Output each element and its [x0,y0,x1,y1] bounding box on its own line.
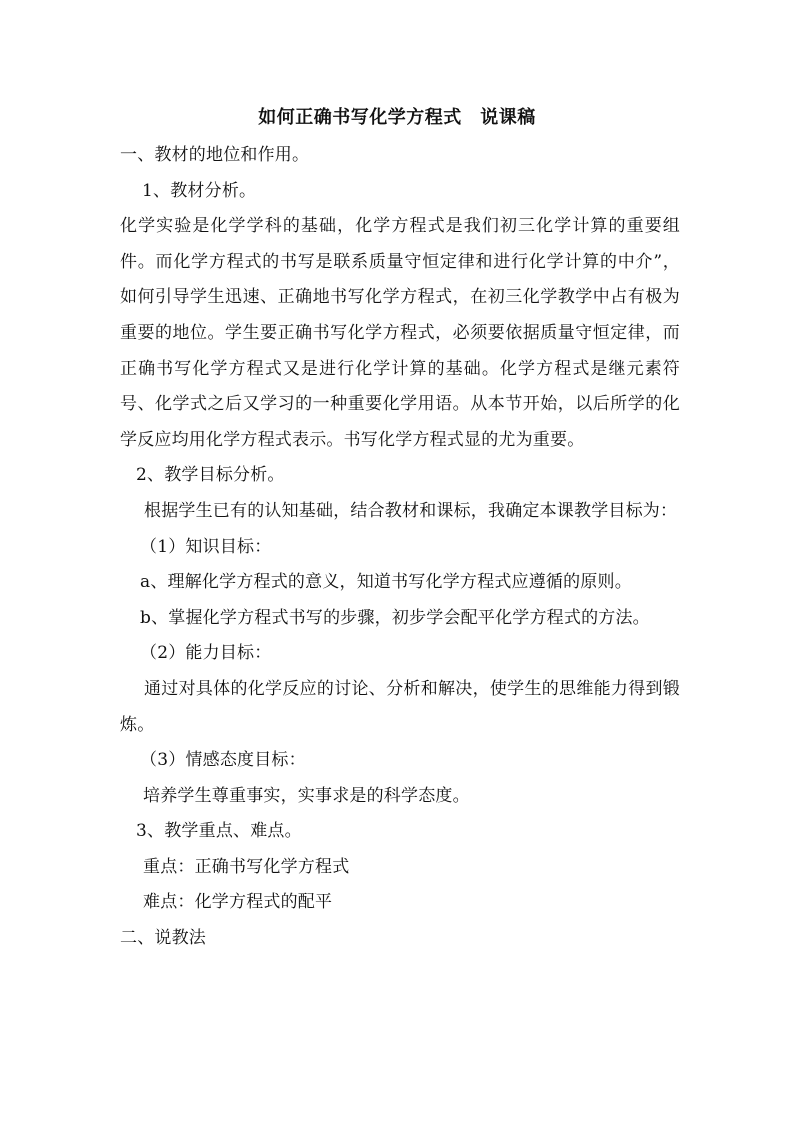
section-2-heading: 二、说教法 [120,928,206,949]
subsection-1-2-heading: 2、教学目标分析。 [136,465,285,486]
ability-goal-paragraph: 通过对具体的化学反应的讨论、分析和解决，使学生的思维能力得到锻炼。 [120,678,680,735]
knowledge-goal-b: b、掌握化学方程式书写的步骤，初步学会配平化学方程式的方法。 [140,607,650,628]
textbook-analysis-paragraph: 化学实验是化学学科的基础，化学方程式是我们初三化学计算的重要组件。而化学方程式的书写是联系质量守恒定律和进行化学计算的中介”， 如何引导学生迅速、正确地书写化学方程式，在初三化学教学中占有极为重要的地位。学生要正确书写化学方程式，必须要依据质量守恒定律，而正确书写化学方程式又是进行化学计算的基础。化学方程式是继元素符号、化学式之后又学习的一种重要化学用语。从本节开始，以后所学的化学反应均用化学方程式表示。书写化学方程式显的尤为重要。 [120,216,680,450]
teaching-goals-intro-paragraph: 根据学生已有的认知基础，结合教材和课标，我确定本课教学目标为： [144,500,678,521]
difficult-point-text: 难点：化学方程式的配平 [143,892,333,913]
document-content [120,138,680,957]
section-1-heading: 一、教材的地位和作用。 [120,145,310,165]
knowledge-goal-a: a、理解化学方程式的意义，知道书写化学方程式应遵循的原则。 [140,572,632,593]
attitude-goal-heading: （3）情感态度目标： [140,750,306,771]
attitude-goal-text: 培养学生尊重事实，实事求是的科学态度。 [143,785,470,806]
ability-goal-heading: （2）能力目标： [140,643,272,664]
subsection-1-3-heading: 3、教学重点、难点。 [136,821,302,842]
knowledge-goal-heading: （1）知识目标： [140,536,272,557]
subsection-1-1-heading: 1、教材分析。 [142,180,257,201]
document-title: 如何正确书写化学方程式 说课稿 [258,107,536,128]
key-point-text: 重点：正确书写化学方程式 [143,856,350,877]
